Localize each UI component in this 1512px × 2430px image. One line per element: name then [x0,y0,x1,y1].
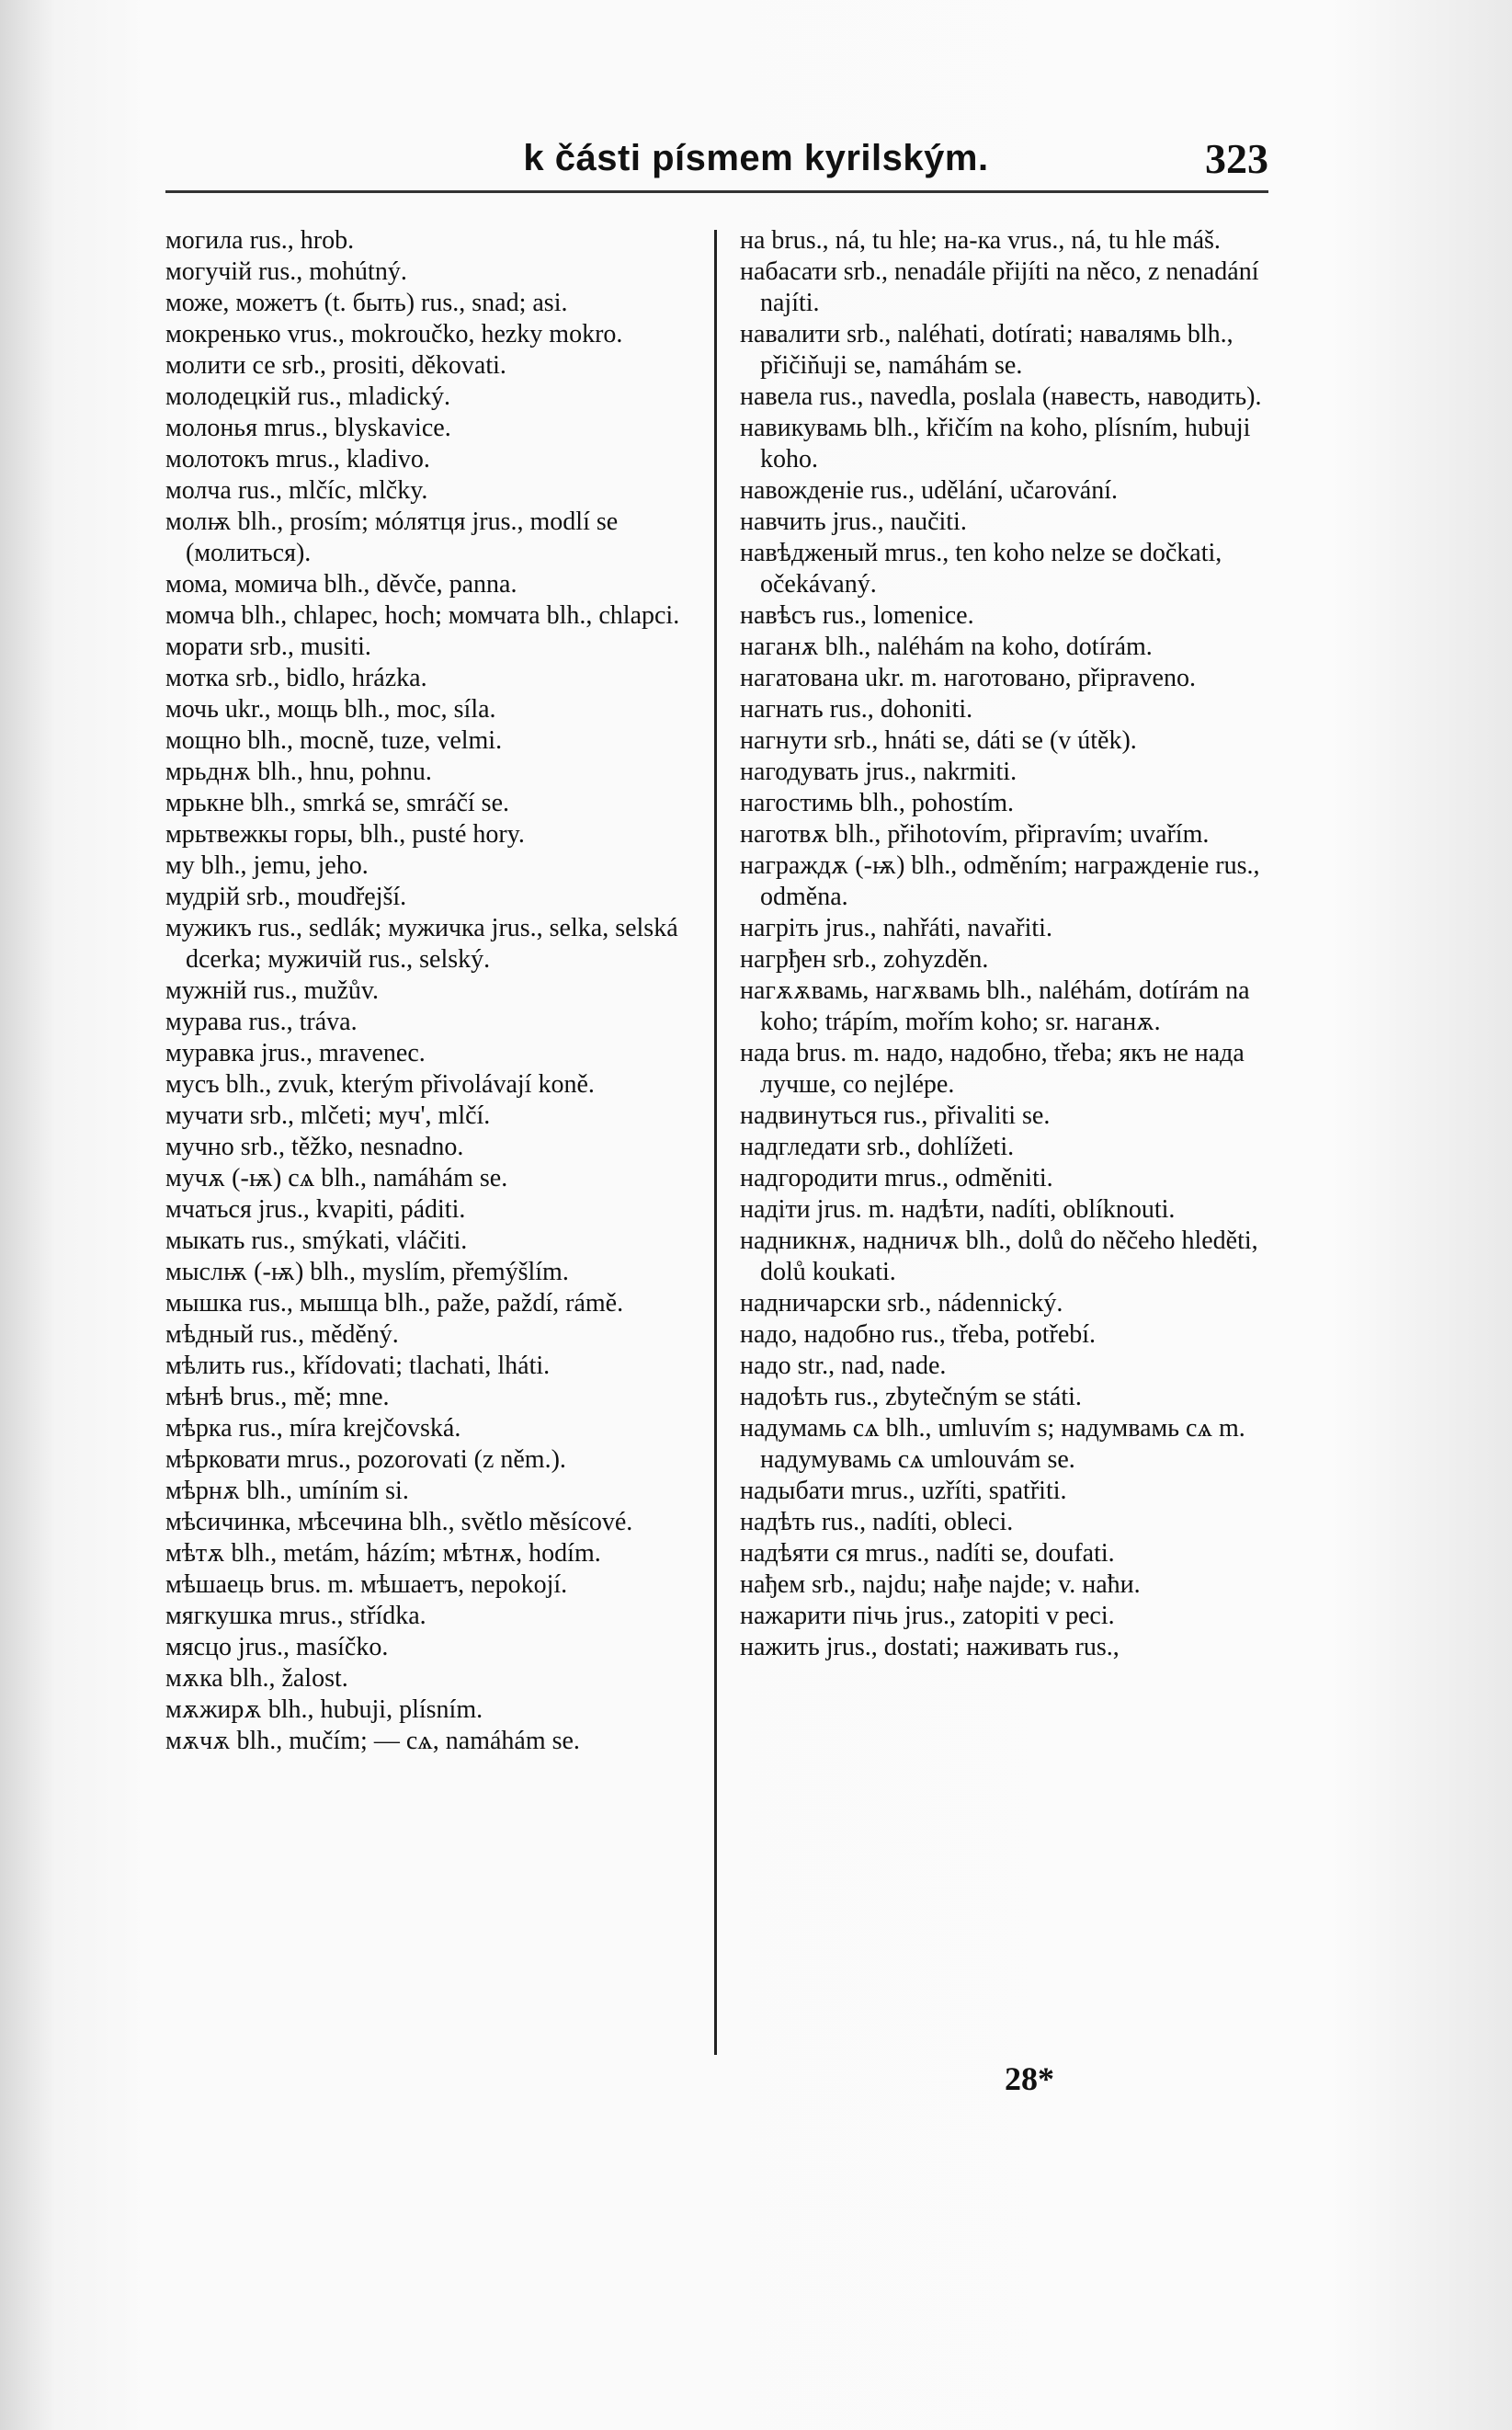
dictionary-entry: мучно srb., těžko, nesnadno. [165,1133,464,1161]
dictionary-entry: награждѫ (-ѭ) blh., odměním; награжденіе rus., odměna. [740,851,1260,911]
dictionary-entry: молити се srb., prositi, děkovati. [165,351,506,380]
dictionary-entry: мучати srb., mlčeti; муч', mlčí. [165,1101,491,1130]
dictionary-entry: мужній rus., mužův. [165,976,380,1005]
dictionary-entry: мыкать rus., smýkati, vláčiti. [165,1226,468,1255]
dictionary-entry: надо, надобно rus., třeba, potřebí. [740,1320,1097,1349]
dictionary-entry: нагріть jrus., nahřáti, navařiti. [740,914,1052,942]
dictionary-entry: мучѫ (-ѭ) сѧ blh., namáhám se. [165,1164,508,1192]
dictionary-entry: могила rus., hrob. [165,226,355,255]
dictionary-entry: надвинуться rus., přivaliti se. [740,1101,1051,1130]
dictionary-entry: надыбати mrus., uzříti, spatřiti. [740,1477,1067,1505]
dictionary-entry: навикувамь blh., křičím na koho, plísním, hubuji koho. [740,414,1251,473]
dictionary-entry: мочь ukr., мощь blh., moc, síla. [165,695,496,724]
dictionary-entry: надгородити mrus., odměniti. [740,1164,1053,1192]
dictionary-entry: на brus., ná, tu hle; на-ка vrus., ná, tu hle máš. [740,226,1221,255]
dictionary-entry: навалити srb., naléhati, dotírati; навалямь blh., přičiňuji se, namáhám se. [740,320,1233,380]
dictionary-entry: мѣрковати mrus., pozorovati (z něm.). [165,1445,566,1474]
dictionary-entry: мудрій srb., moudřejší. [165,883,407,911]
dictionary-entry: нагрђен srb., zohyzděn. [740,945,989,974]
dictionary-entry: надумамь сѧ blh., umluvím s; надумвамь сѧ m. надумувамь сѧ umlouvám se. [740,1414,1245,1474]
dictionary-entry: муравка jrus., mravenec. [165,1039,426,1067]
dictionary-entry: надникнѫ, надничѫ blh., dolů do něčeho hleděti, dolů koukati. [740,1226,1258,1286]
dictionary-entry: мыслѭ (-ѭ) blh., myslím, přemýšlím. [165,1258,569,1286]
dictionary-entry: мягкушка mrus., střídka. [165,1602,426,1630]
dictionary-entry: нагодувать jrus., nakrmiti. [740,758,1017,786]
dictionary-entry: мѣтѫ blh., metám, házím; мѣтнѫ, hodím. [165,1539,601,1568]
left-column [165,225,717,1757]
dictionary-entry: навожденіе rus., udělání, učarování. [740,476,1118,505]
dictionary-entry: мѣлить rus., křídovati; tlachati, lháti. [165,1352,551,1380]
right-column [740,225,1273,1663]
dictionary-entry: навчить jrus., naučiti. [740,508,967,536]
dictionary-entry: навѣдженый mrus., ten koho nelze se dočkati, očekávaný. [740,539,1222,599]
dictionary-entry: нажить jrus., dostati; наживать rus., [740,1633,1120,1661]
dictionary-entry: мурава rus., tráva. [165,1008,358,1036]
dictionary-entry: мѣсичинка, мѣсечина blh., světlo měsícové. [165,1508,633,1536]
dictionary-entry: надѣть rus., nadíti, obleci. [740,1508,1014,1536]
dictionary-entry: набасати srb., nenadále přijíti na něco, z nenadání najíti. [740,257,1259,317]
dictionary-entry: мѫжирѫ blh., hubuji, plísním. [165,1695,483,1724]
dictionary-entry: мусъ blh., zvuk, kterým přivolávají koně. [165,1070,595,1099]
page-header-title: k části písmem kyrilským. [523,138,989,178]
dictionary-entry: молодецкій rus., mladický. [165,382,450,411]
dictionary-entry: мчаться jrus., kvapiti, páditi. [165,1195,466,1224]
dictionary-entry: мрьтвежкы горы, blh., pusté hory. [165,820,525,849]
dictionary-entry: мотка srb., bidlo, hrázka. [165,664,427,692]
dictionary-entry: нажарити пічь jrus., zatopiti v peci. [740,1602,1115,1630]
dictionary-entry: надгледати srb., dohlížeti. [740,1133,1015,1161]
dictionary-entry: молча rus., mlčíc, mlčky. [165,476,428,505]
dictionary-entry: момча blh., chlapec, hoch; момчата blh., chlapci. [165,601,680,630]
dictionary-entry: мѣрнѫ blh., umíním si. [165,1477,409,1505]
dictionary-entry: може, можетъ (t. быть) rus., snad; asi. [165,289,568,317]
dictionary-entry: мѣдный rus., měděný. [165,1320,399,1349]
page-number: 323 [1205,135,1268,182]
dictionary-entry: нагнать rus., dohoniti. [740,695,973,724]
dictionary-entry: мужикъ rus., sedlák; мужичка jrus., selka, selská dcerka; мужичій rus., selský. [165,914,678,974]
dictionary-entry: нагнути srb., hnáti se, dáti se (v útěk). [740,726,1137,755]
dictionary-entry: мѣнѣ brus., mě; mne. [165,1383,390,1411]
dictionary-entry: мрьднѫ blh., hnu, pohnu. [165,758,432,786]
dictionary-entry: наганѫ blh., naléhám na koho, dotírám. [740,633,1153,661]
dictionary-entry: навѣсъ rus., lomenice. [740,601,974,630]
dictionary-entry: му blh., jemu, jeho. [165,851,369,880]
column-divider [714,230,717,2055]
dictionary-entry: мокренько vrus., mokroučko, hezky mokro. [165,320,623,348]
dictionary-entry: надоѣть rus., zbytečným se státi. [740,1383,1082,1411]
printer-signature: 28* [1005,2060,1054,2097]
dictionary-entry: мясцо jrus., masíčko. [165,1633,389,1661]
dictionary-entry: мѫчѫ blh., mučím; — сѧ, namáhám se. [165,1727,580,1755]
dictionary-entry: мощно blh., mocně, tuze, velmi. [165,726,503,755]
dictionary-entry: нада brus. m. надо, надобно, třeba; якъ не нада лучше, co nejlépe. [740,1039,1245,1099]
dictionary-entry: навела rus., navedla, poslala (навесть, наводить). [740,382,1262,411]
dictionary-entry: надѣяти ся mrus., nadíti se, doufati. [740,1539,1115,1568]
dictionary-entry: нагостимь blh., pohostím. [740,789,1015,817]
dictionary-entry: надничарски srb., nádennický. [740,1289,1063,1318]
dictionary-entry: молонья mrus., blyskavice. [165,414,451,442]
dictionary-entry: нађем srb., najdu; нађе najde; v. наћи. [740,1570,1141,1599]
dictionary-entry: надіти jrus. m. надѣти, nadíti, oblíknouti. [740,1195,1176,1224]
dictionary-entry: нагатована ukr. m. наготовано, připraveno. [740,664,1196,692]
dictionary-entry: мрькне blh., smrká se, smráčí se. [165,789,509,817]
dictionary-entry: морати srb., musiti. [165,633,371,661]
dictionary-entry: молѭ blh., prosím; мóлятця jrus., modlí se (молиться). [165,508,619,567]
dictionary-entry: могучій rus., mohútný. [165,257,407,286]
dictionary-entry: наготвѫ blh., přihotovím, připravím; uvařím. [740,820,1210,849]
dictionary-entry: мѣрка rus., míra krejčovská. [165,1414,461,1443]
dictionary-entry: нагѫѫвамь, нагѫвамь blh., naléhám, dotírám na koho; trápím, mořím koho; sr. наганѫ. [740,976,1250,1036]
dictionary-entry: мома, момича blh., děvče, panna. [165,570,517,599]
dictionary-entry: мышка rus., мышца blh., paže, paždí, rámě. [165,1289,624,1318]
dictionary-entry: надо str., nad, nade. [740,1352,947,1380]
dictionary-entry: молотокъ mrus., kladivo. [165,445,430,473]
dictionary-entry: мѫка blh., žalost. [165,1664,348,1693]
header-rule [165,190,1268,193]
dictionary-entry: мѣшаець brus. m. мѣшаетъ, nepokojí. [165,1570,568,1599]
